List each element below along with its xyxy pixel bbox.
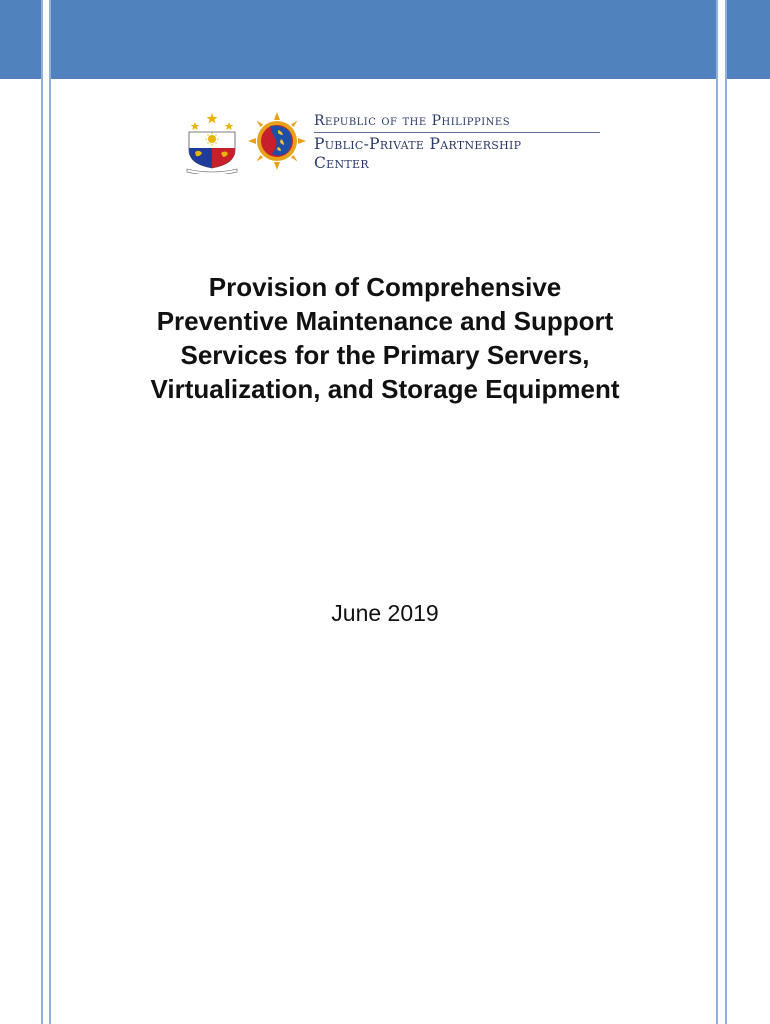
org-name-line-3: Center (314, 154, 369, 172)
left-border-rule-inner (49, 0, 51, 1024)
document-title-line: Virtualization, and Storage Equipment (150, 374, 620, 404)
org-name-line-2: Public-Private Partnership (314, 135, 522, 153)
org-name-divider (314, 132, 600, 133)
document-title-line: Provision of Comprehensive (208, 272, 562, 302)
document-title-line: Preventive Maintenance and Support (156, 306, 614, 336)
document-title-line: Services for the Primary Servers, (180, 340, 590, 370)
org-name-line-1: Republic of the Philippines (314, 113, 511, 129)
ppp-center-sun-logo-icon (248, 112, 306, 170)
left-border-rule-outer (41, 0, 43, 1024)
document-title (60, 270, 710, 406)
header-band (0, 0, 770, 79)
header-band-gap-right (718, 0, 725, 79)
document-date: June 2019 (331, 600, 439, 626)
right-border-rule-outer (725, 0, 727, 1024)
right-border-rule-inner (716, 0, 718, 1024)
organization-name-block (314, 112, 604, 173)
philippine-coat-of-arms-icon (183, 112, 241, 174)
